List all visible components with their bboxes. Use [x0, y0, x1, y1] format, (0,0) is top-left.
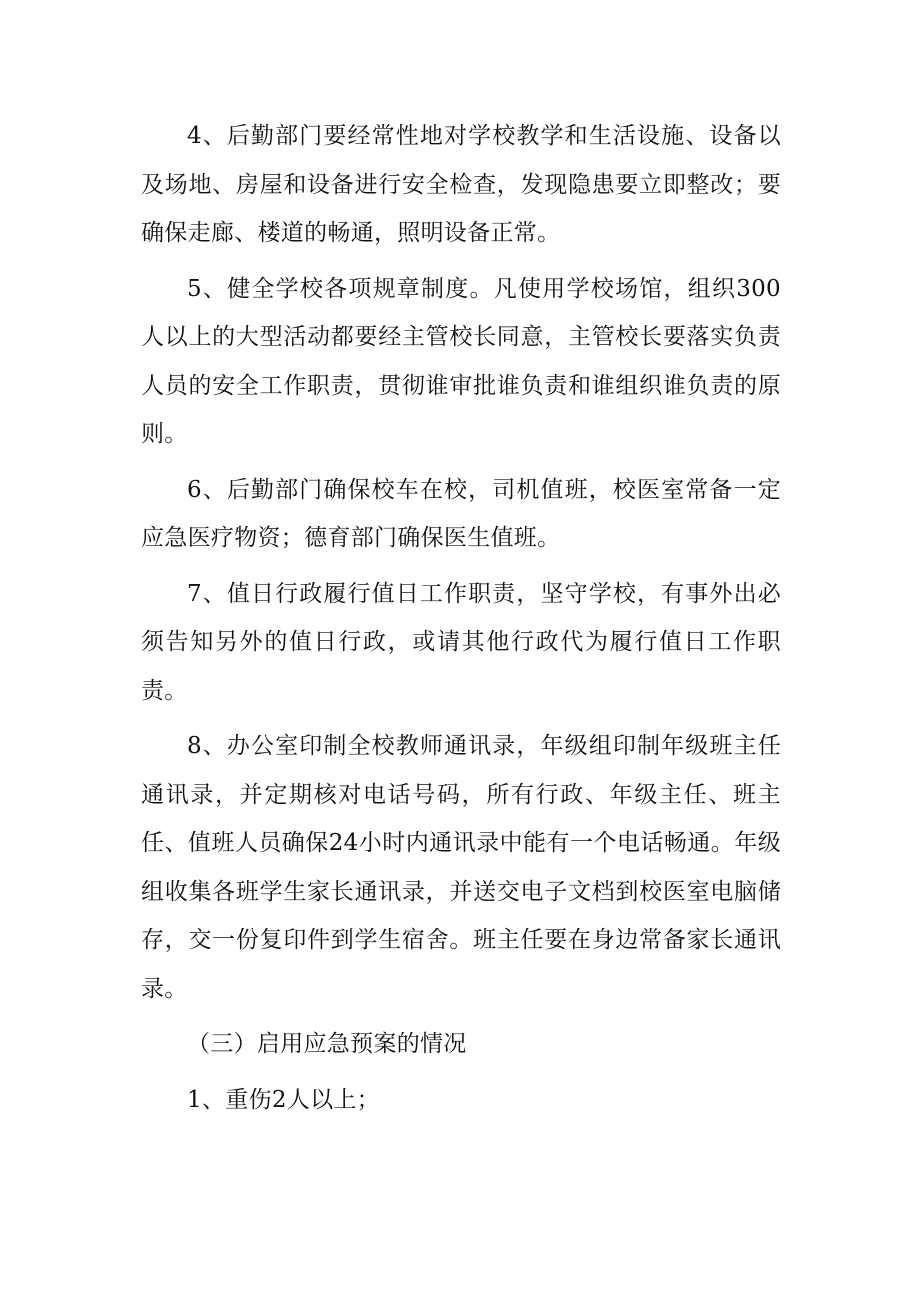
section-heading: （三）启用应急预案的情况	[187, 1031, 467, 1057]
paragraph-item-4: 4、后勤部门要经常性地对学校教学和生活设施、设备以及场地、房屋和设备进行安全检查，发现隐患要立即整改；要确保走廊、楼道的畅通，照明设备正常。	[141, 123, 781, 246]
document-body	[141, 112, 781, 1131]
paragraph-item-7: 7、值日行政履行值日工作职责，坚守学校，有事外出必须告知另外的值日行政，或请其他行政代为履行值日工作职责。	[141, 580, 781, 704]
paragraph-item-6: 6、后勤部门确保校车在校，司机值班，校医室常备一定应急医疗物资；德育部门确保医生值班。	[141, 476, 781, 551]
list-item-1: 1、重伤2人以上；	[187, 1086, 380, 1113]
paragraph-item-5: 5、健全学校各项规章制度。凡使用学校场馆，组织300人以上的大型活动都要经主管校长同意，主管校长要落实负责人员的安全工作职责，贯彻谁审批谁负责和谁组织谁负责的原则。	[141, 275, 781, 447]
paragraph-item-8: 8、办公室印制全校教师通讯录，年级组印制年级班主任通讯录，并定期核对电话号码，所有行政、年级主任、班主任、值班人员确保24小时内通讯录中能有一个电话畅通。年级组收集各班学生家长通讯录，并送交电子文档到校医室电脑储存，交一份复印件到学生宿舍。班主任要在身边常备家长通讯录。	[141, 733, 781, 1002]
